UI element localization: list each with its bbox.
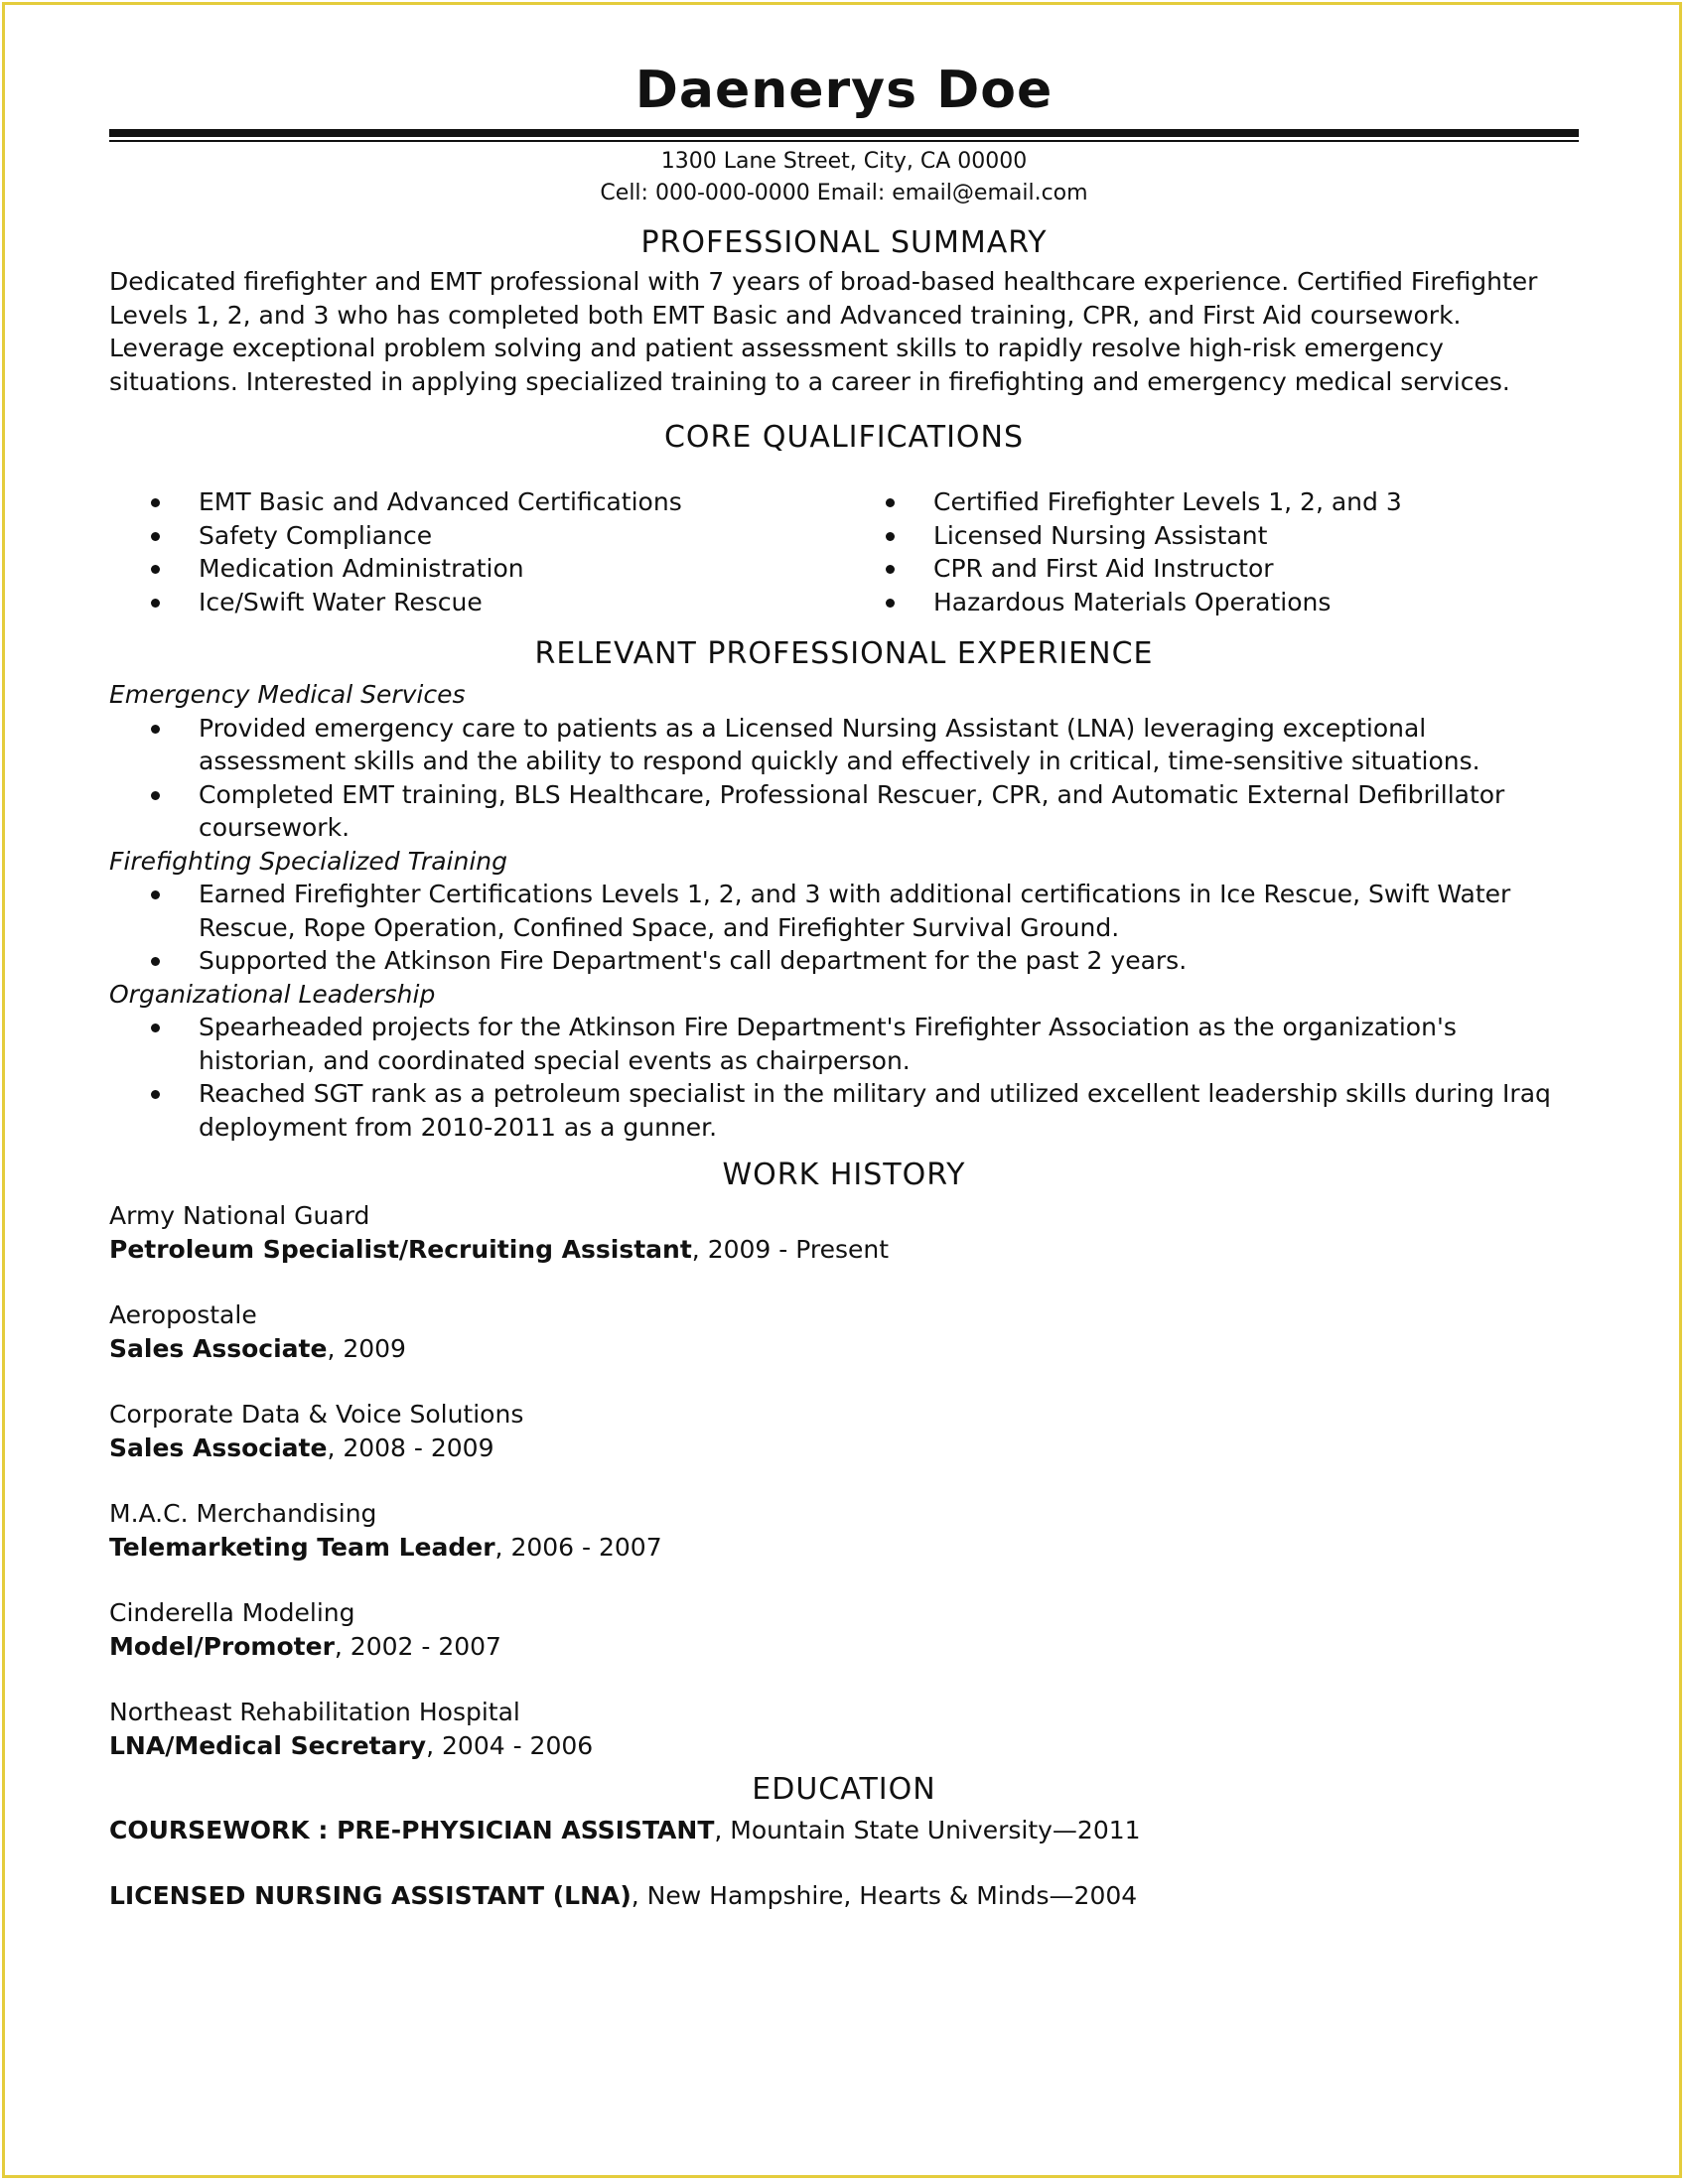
qualifications-list — [109, 485, 1579, 618]
list-item — [109, 1077, 1579, 1144]
education-entry — [109, 1879, 1579, 1913]
work-entry — [109, 1298, 1579, 1365]
list-item — [844, 552, 1579, 586]
work-entry — [109, 1596, 1579, 1663]
education-title: COURSEWORK : PRE-PHYSICIAN ASSISTANT — [109, 1816, 715, 1844]
education-entry — [109, 1814, 1579, 1847]
work-history-section — [109, 1199, 1579, 1762]
experience-bullet-text: Provided emergency care to patients as a Licensed Nursing Assistant (LNA) leveraging exceptional assessment skills and the ability to respond quickly and effectively in critical, time-sensitive situations. — [199, 713, 1480, 775]
header-rule-thick — [109, 129, 1579, 137]
job-dates: , 2004 - 2006 — [426, 1730, 594, 1760]
experience-bullet-text: Reached SGT rank as a petroleum specialist in the military and utilized excellent leadership skills during Iraq deployment from 2010-2011 as a gunner. — [199, 1079, 1551, 1142]
qualification-text: Licensed Nursing Assistant — [933, 520, 1268, 550]
list-item — [109, 519, 844, 553]
summary-text: Dedicated firefighter and EMT professional with 7 years of broad-based healthcare experience. Certified Firefighter Levels 1, 2, and 3 who has completed both EMT Basic and Advanced training, CPR, and First Aid coursework. Leverage exceptional problem solving and patient assessment skills to rapidly resolve high-risk emergency situations. Interested in applying specialized training to a career in firefighting and emergency medical services. — [109, 267, 1538, 396]
list-item — [109, 944, 1579, 978]
bullet-icon — [151, 599, 160, 608]
experience-section — [109, 678, 1579, 1144]
work-entry — [109, 1696, 1579, 1762]
experience-bullet-text: Completed EMT training, BLS Healthcare, Professional Rescuer, CPR, and Automatic External Defibrillator coursework. — [199, 779, 1505, 842]
experience-group-title: Emergency Medical Services — [109, 680, 466, 709]
job-title: Sales Associate — [109, 1333, 328, 1363]
list-item — [109, 712, 1579, 778]
qualification-text: Ice/Swift Water Rescue — [199, 587, 483, 616]
employer-name: Northeast Rehabilitation Hospital — [109, 1698, 520, 1726]
list-item — [844, 586, 1579, 619]
bullet-icon — [151, 957, 160, 966]
bullet-icon — [151, 890, 160, 899]
bullet-icon — [151, 498, 160, 507]
resume-document — [109, 58, 1579, 1944]
job-dates: , 2006 - 2007 — [494, 1532, 662, 1562]
work-history-heading: WORK HISTORY — [722, 1158, 966, 1192]
work-entry — [109, 1497, 1579, 1564]
header-rule-thin — [109, 140, 1579, 142]
list-item — [109, 586, 844, 619]
bullet-icon — [151, 532, 160, 541]
bullet-icon — [151, 1090, 160, 1099]
work-entry — [109, 1398, 1579, 1464]
list-item — [109, 552, 844, 586]
job-title: Model/Promoter — [109, 1631, 335, 1661]
job-dates: , 2002 - 2007 — [334, 1631, 501, 1661]
qualification-text: EMT Basic and Advanced Certifications — [199, 487, 682, 516]
list-item — [844, 519, 1579, 553]
employer-name: M.A.C. Merchandising — [109, 1499, 377, 1528]
list-item — [109, 485, 844, 519]
qualifications-left-column — [109, 485, 844, 618]
job-title: Telemarketing Team Leader — [109, 1532, 495, 1562]
employer-name: Aeropostale — [109, 1300, 257, 1329]
bullet-icon — [886, 498, 895, 507]
bullet-icon — [886, 565, 895, 574]
job-dates: , 2009 — [327, 1333, 406, 1363]
summary-heading: PROFESSIONAL SUMMARY — [640, 225, 1048, 260]
experience-bullet-text: Spearheaded projects for the Atkinson Fire Department's Firefighter Association as the organization's historian, and coordinated special events as chairperson. — [199, 1013, 1457, 1075]
bullet-icon — [151, 725, 160, 734]
list-item — [844, 485, 1579, 519]
employer-name: Corporate Data & Voice Solutions — [109, 1400, 524, 1429]
contact-block — [109, 146, 1579, 209]
qualification-text: Medication Administration — [199, 554, 524, 583]
work-entry — [109, 1199, 1579, 1266]
bullet-icon — [151, 565, 160, 574]
job-title: LNA/Medical Secretary — [109, 1730, 427, 1760]
bullet-icon — [886, 532, 895, 541]
experience-heading: RELEVANT PROFESSIONAL EXPERIENCE — [534, 636, 1154, 671]
employer-name: Cinderella Modeling — [109, 1598, 355, 1627]
education-heading: EDUCATION — [752, 1772, 936, 1807]
experience-group-title: Organizational Leadership — [109, 979, 436, 1009]
job-dates: , 2009 - Present — [691, 1234, 890, 1264]
job-title: Petroleum Specialist/Recruiting Assistant — [109, 1234, 692, 1264]
job-title: Sales Associate — [109, 1433, 328, 1462]
list-item — [109, 1011, 1579, 1077]
list-item — [109, 878, 1579, 944]
qualification-text: Certified Firefighter Levels 1, 2, and 3 — [933, 487, 1402, 516]
experience-bullet-text: Supported the Atkinson Fire Department's call department for the past 2 years. — [199, 946, 1188, 975]
experience-bullets — [109, 712, 1579, 845]
qualification-text: Safety Compliance — [199, 520, 433, 550]
education-title: LICENSED NURSING ASSISTANT (LNA) — [109, 1880, 632, 1910]
bullet-icon — [151, 791, 160, 800]
candidate-name: Daenerys Doe — [634, 61, 1054, 120]
experience-bullet-text: Earned Firefighter Certifications Levels 1, 2, and 3 with additional certifications in Ice Rescue, Swift Water Rescue, Rope Operation, Confined Space, and Firefighter Survival Ground. — [199, 880, 1511, 942]
job-dates: , 2008 - 2009 — [327, 1433, 494, 1462]
list-item — [109, 778, 1579, 845]
experience-bullets — [109, 878, 1579, 978]
experience-group-title: Firefighting Specialized Training — [109, 846, 507, 876]
bullet-icon — [886, 599, 895, 608]
qualifications-heading: CORE QUALIFICATIONS — [663, 420, 1025, 455]
education-section — [109, 1814, 1579, 1912]
experience-bullets — [109, 1011, 1579, 1144]
qualification-text: CPR and First Aid Instructor — [933, 554, 1274, 583]
qualifications-right-column — [844, 485, 1579, 618]
education-details: , Mountain State University—2011 — [714, 1816, 1141, 1844]
address-line: 1300 Lane Street, City, CA 00000 — [660, 149, 1028, 174]
phone-email-line: Cell: 000-000-0000 Email: email@email.com — [600, 181, 1088, 205]
employer-name: Army National Guard — [109, 1201, 370, 1230]
education-details: , New Hampshire, Hearts & Minds—2004 — [631, 1880, 1138, 1910]
qualification-text: Hazardous Materials Operations — [933, 587, 1332, 616]
bullet-icon — [151, 1024, 160, 1032]
